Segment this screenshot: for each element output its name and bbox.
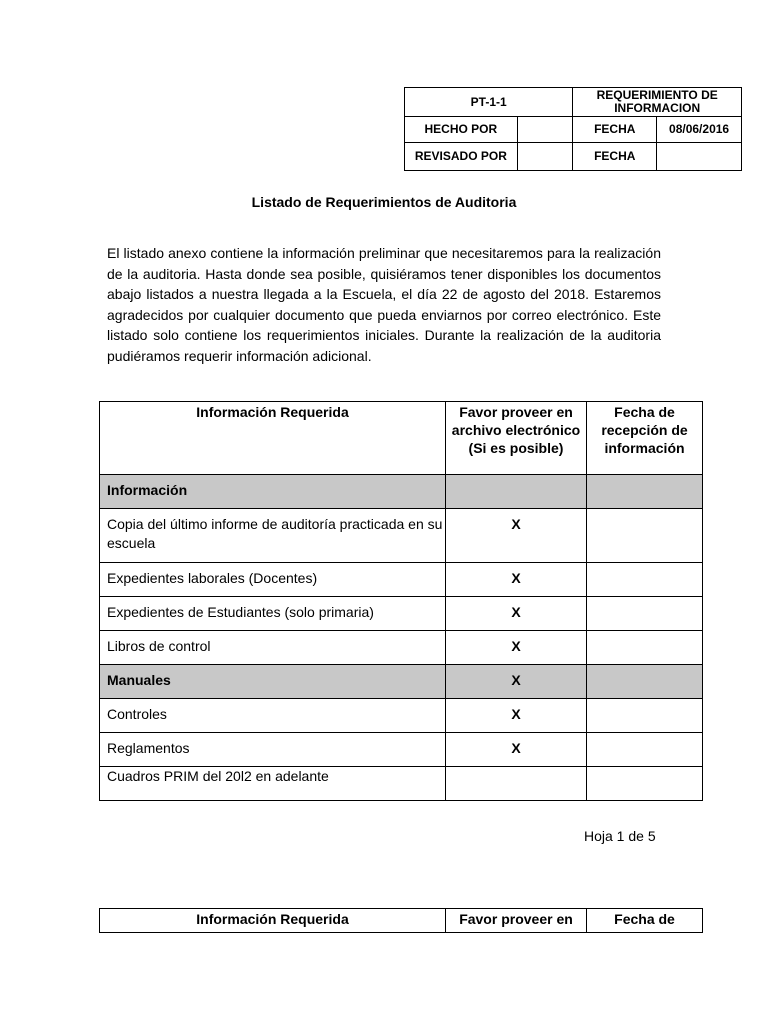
row-item: Reglamentos xyxy=(100,733,446,767)
form-code: PT-1-1 xyxy=(405,88,573,117)
header-info-table xyxy=(404,87,742,171)
row-electronic: X xyxy=(446,665,587,699)
document-title: Listado de Requerimientos de Auditoria xyxy=(251,194,517,210)
table-row xyxy=(100,665,703,699)
made-by-value xyxy=(517,117,573,143)
table-row xyxy=(100,767,703,801)
row-electronic: X xyxy=(446,733,587,767)
date-label-made: FECHA xyxy=(573,117,657,143)
reviewed-by-label: REVISADO POR xyxy=(405,143,518,171)
made-by-label: HECHO POR xyxy=(405,117,518,143)
date-value-made: 08/06/2016 xyxy=(657,117,742,143)
form-document-type: REQUERIMIENTO DE INFORMACION xyxy=(573,88,742,117)
row-electronic: X xyxy=(446,631,587,665)
row-electronic xyxy=(446,767,587,801)
row-item: Libros de control xyxy=(100,631,446,665)
row-date xyxy=(587,699,703,733)
row-item: Cuadros PRIM del 20l2 en adelante xyxy=(100,767,446,801)
row-item: Información xyxy=(100,475,446,509)
row-electronic: X xyxy=(446,563,587,597)
row-date xyxy=(587,665,703,699)
col-header-item: Información Requerida xyxy=(100,909,446,933)
row-electronic: X xyxy=(446,509,587,563)
row-date xyxy=(587,509,703,563)
table-row xyxy=(100,597,703,631)
row-date xyxy=(587,563,703,597)
row-electronic: X xyxy=(446,699,587,733)
requirements-table xyxy=(99,401,703,801)
table-row xyxy=(100,509,703,563)
date-label-reviewed: FECHA xyxy=(573,143,657,171)
col-header-date: Fecha de recepción de información xyxy=(587,402,703,475)
row-date xyxy=(587,597,703,631)
col-header-electronic: Favor proveer en xyxy=(446,909,587,933)
row-date xyxy=(587,631,703,665)
table-row xyxy=(100,563,703,597)
row-electronic: X xyxy=(446,597,587,631)
intro-paragraph: El listado anexo contiene la información preliminar que necesitaremos para la realización de la auditoria. Hasta donde sea posible, quisiéramos tener disponibles los documentos abajo listados a nuestra llegada a la Escuela, el día 22 de agosto del 2018. Estaremos agradecidos por cualquier documento que pueda enviarnos por correo electrónico. Este listado solo contiene los requerimientos iniciales. Durante la realización de la auditoria pudiéramos requerir información adicional. xyxy=(107,245,661,364)
table-row xyxy=(100,475,703,509)
row-date xyxy=(587,733,703,767)
page-number: Hoja 1 de 5 xyxy=(584,828,656,844)
row-item: Copia del último informe de auditoría practicada en su escuela xyxy=(100,509,446,563)
col-header-electronic: Favor proveer en archivo electrónico (Si es posible) xyxy=(446,402,587,475)
row-item: Expedientes de Estudiantes (solo primaria) xyxy=(100,597,446,631)
reviewed-by-value xyxy=(517,143,573,171)
row-date xyxy=(587,475,703,509)
col-header-item: Información Requerida xyxy=(100,402,446,475)
table-row xyxy=(100,631,703,665)
date-value-reviewed xyxy=(657,143,742,171)
row-electronic xyxy=(446,475,587,509)
col-header-date: Fecha de xyxy=(587,909,703,933)
requirements-table-continued xyxy=(99,908,703,933)
row-item: Manuales xyxy=(100,665,446,699)
row-date xyxy=(587,767,703,801)
row-item: Controles xyxy=(100,699,446,733)
table-row xyxy=(100,699,703,733)
row-item: Expedientes laborales (Docentes) xyxy=(100,563,446,597)
table-row xyxy=(100,733,703,767)
